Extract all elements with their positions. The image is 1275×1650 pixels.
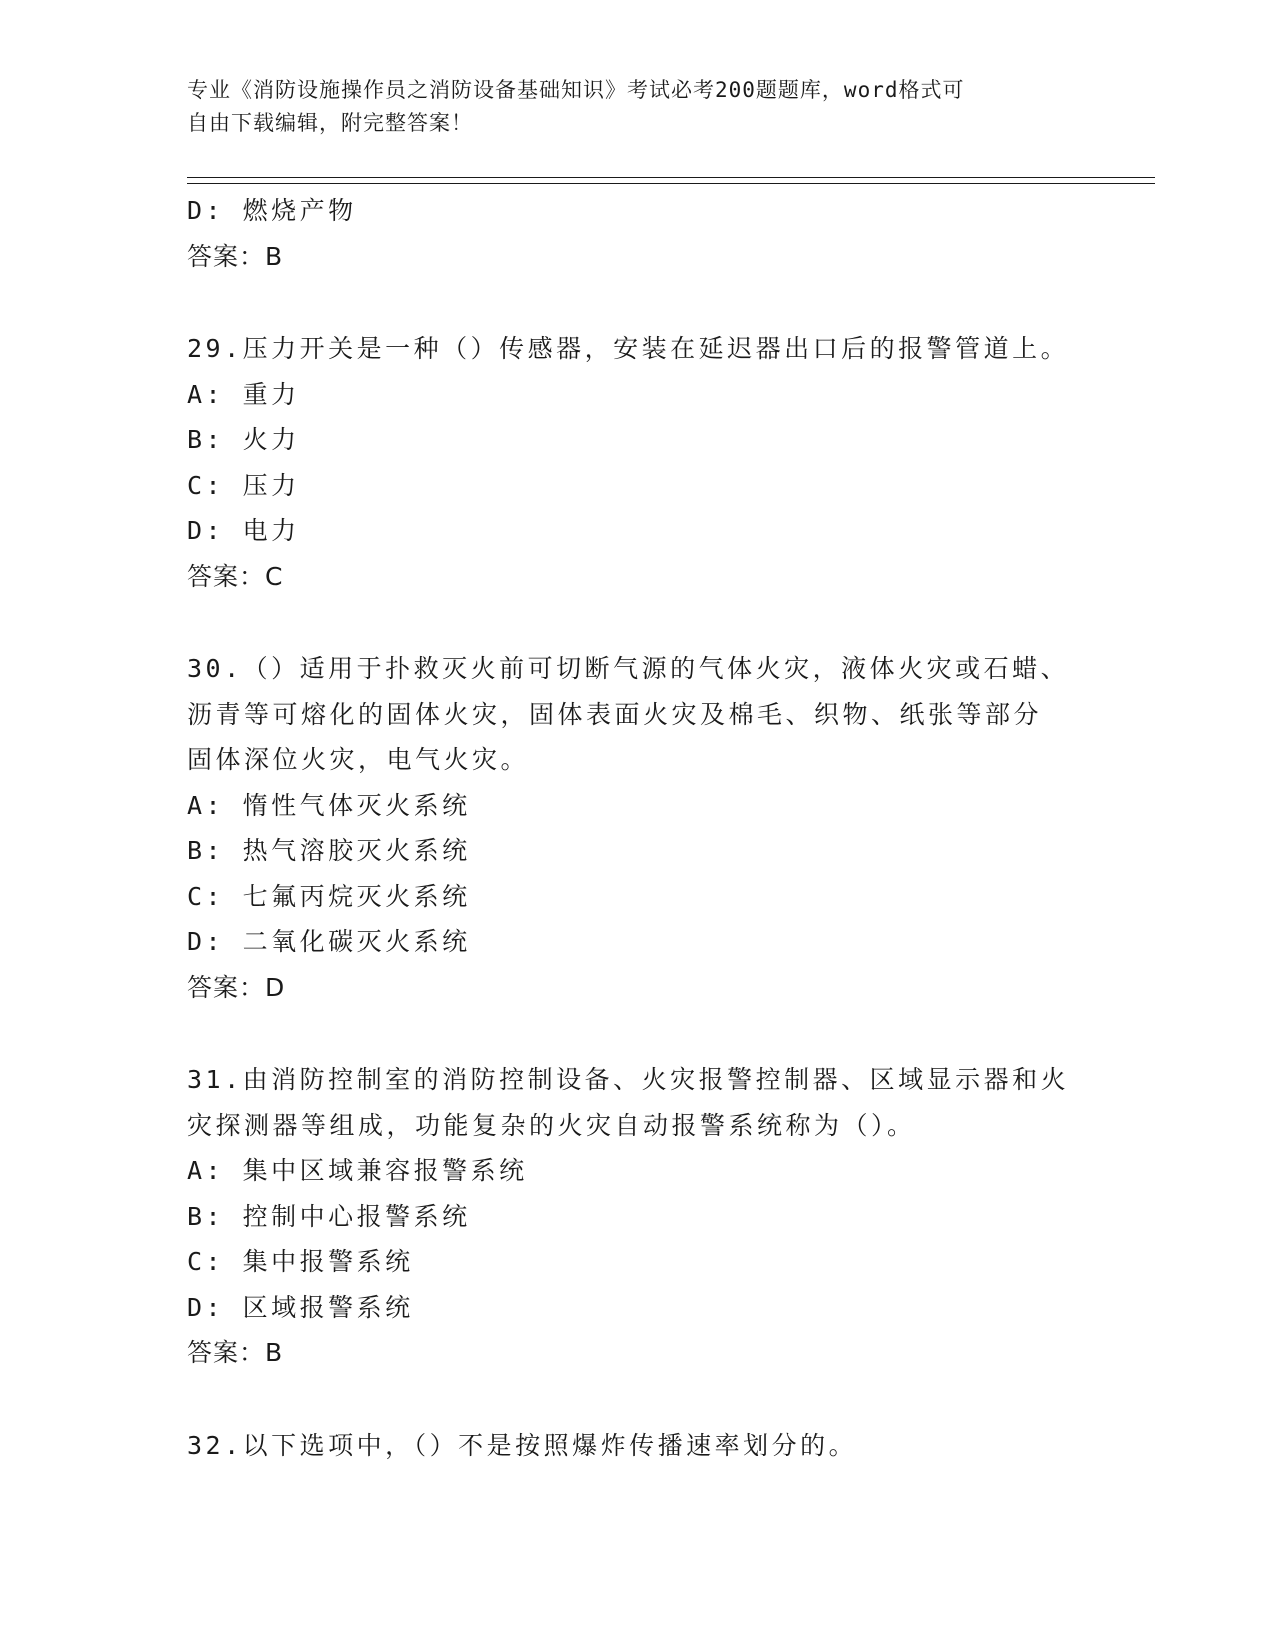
option-d: D: 燃烧产物 [187,196,357,225]
option-a: A: 集中区域兼容报警系统 [187,1156,528,1185]
option-b: B: 火力 [187,425,300,454]
question-stem: 灾探测器等组成，功能复杂的火灾自动报警系统称为（）。 [187,1110,916,1140]
question-32 [187,1423,1087,1469]
option-c: C: 压力 [187,470,300,500]
previous-question-tail [187,188,1087,279]
option-d: D: 区域报警系统 [187,1292,414,1322]
question-stem: 31.由消防控制室的消防控制设备、火灾报警控制器、区域显示器和火 [187,1065,1070,1094]
option-a: A: 重力 [187,379,300,409]
question-stem: 沥青等可熔化的固体火灾，固体表面火灾及棉毛、织物、纸张等部分 [187,699,1043,729]
option-b: B: 热气溶胶灭火系统 [187,836,471,865]
option-c: C: 集中报警系统 [187,1247,414,1276]
header-divider-bottom [187,183,1155,184]
question-29 [187,326,1087,599]
option-a: A: 惰性气体灭火系统 [187,790,471,820]
option-d: D: 电力 [187,516,300,545]
question-stem: 固体深位火灾，电气火灾。 [187,745,530,774]
header-line-2: 自由下载编辑，附完整答案！ [187,111,473,135]
option-c: C: 七氟丙烷灭火系统 [187,881,471,911]
question-stem: 32.以下选项中，（）不是按照爆炸传播速率划分的。 [187,1430,858,1460]
document-header [187,74,1067,140]
question-30 [187,646,1087,1010]
question-stem: 30.（）适用于扑救灭火前可切断气源的气体火灾，液体火灾或石蜡、 [187,654,1070,683]
answer-line: 答案：B [187,241,284,271]
answer-line: 答案：C [187,561,284,591]
header-line-1: 专业《消防设施操作员之消防设备基础知识》考试必考200题题库，word格式可 [187,78,965,102]
question-stem: 29.压力开关是一种（）传感器，安装在延迟器出口后的报警管道上。 [187,334,1070,363]
question-31 [187,1057,1087,1376]
question-content [187,188,1087,1468]
header-divider-top [187,177,1155,178]
answer-line: 答案：D [187,972,286,1002]
answer-line: 答案：B [187,1338,284,1367]
option-b: B: 控制中心报警系统 [187,1201,471,1231]
option-d: D: 二氧化碳灭火系统 [187,927,471,956]
